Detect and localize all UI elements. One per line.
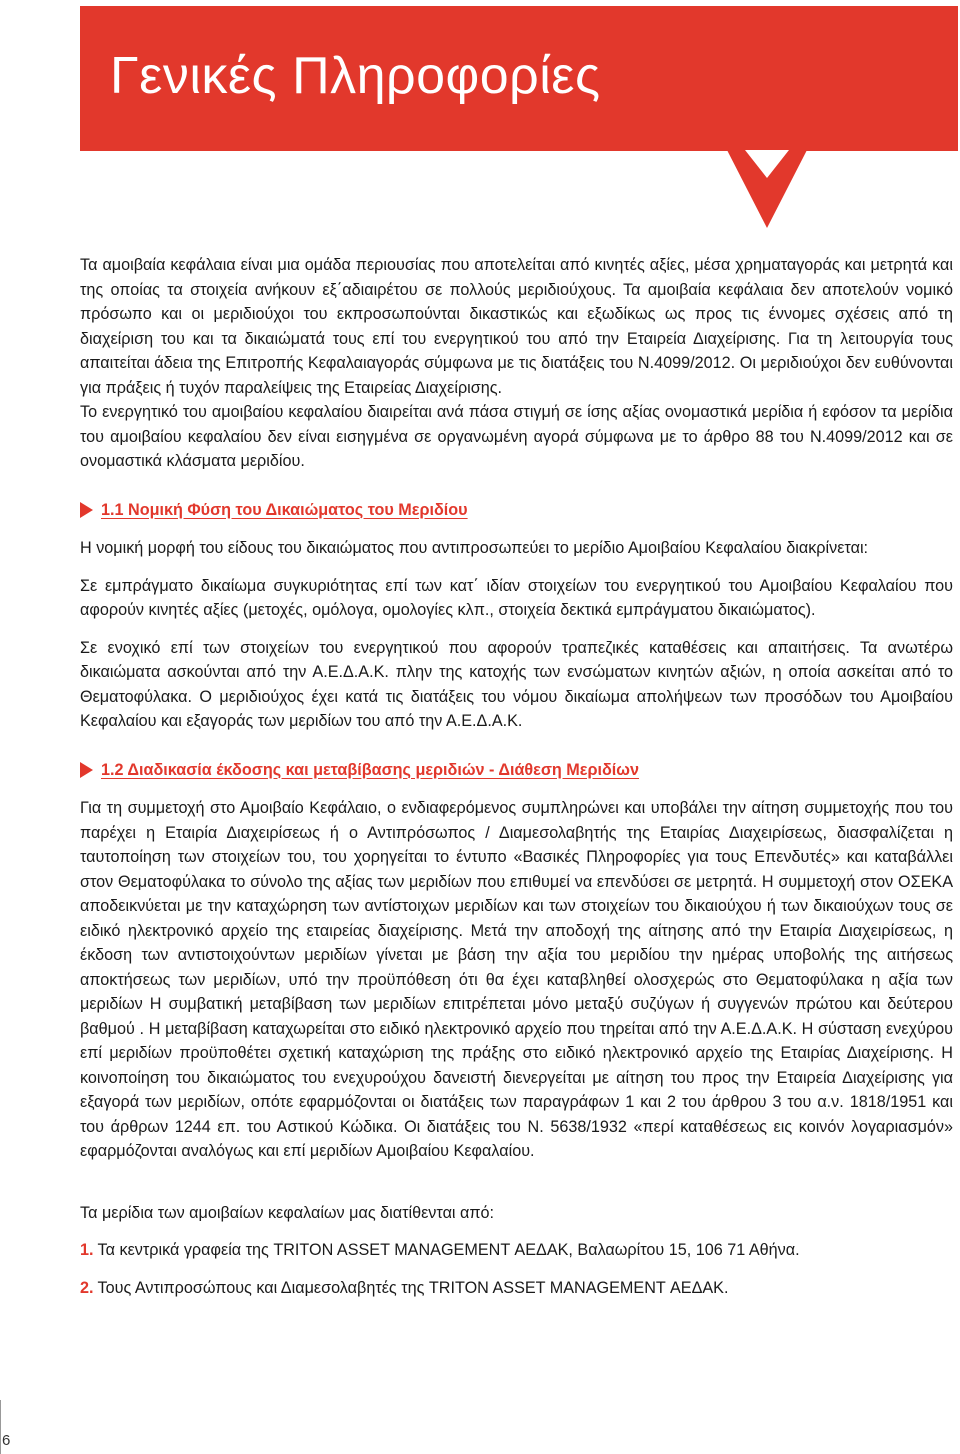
list-item-text: Τους Αντιπροσώπους και Διαμεσολαβητές της TRITON ASSET MANAGEMENT ΑΕΔΑΚ. [97,1278,729,1297]
section-2-paragraph-1: Για τη συμμετοχή στο Αμοιβαίο Κεφάλαιο, ο ενδιαφερόμενος συμπληρώνει και υποβάλει την αίτηση συμμετοχής που του παρέχει η Εταιρία Διαχειρίσεως ή ο Αντιπρόσωπος / Διαμεσολαβητής της Εταιρίας Διαχειρίσεως, διασφαλίζεται η ταυτοποίηση των στοιχείων του, του χορηγείται το έντυπο «Βασικές Πληροφορίες για τους Επενδυτές» και καταβάλλει στον Θεματοφύλακα το σύνολο της αξίας των μεριδίων που επιθυμεί να επενδύσει σε μετρητά. Η συμμετοχή στον ΟΣΕΚΑ αποδεικνύεται με την καταχώρηση των αντίστοιχων μεριδίων και των στοιχείων του δικαιούχου ή των δικαιούχων τους σε ειδικό ηλεκτρονικό αρχείο της εταιρείας διαχείρισης. Μετά την αποδοχή της αίτησης από την Εταιρία Διαχειρίσεως, η έκδοση των αντιστοιχούντων μεριδίων γίνεται με βάση την αξία του μεριδίου την ημέρας υποβολής της αιτήσεως αποκτήσεως των μεριδίων, υπό την προϋπόθεση ότι θα έχει καταβληθεί ολοσχερώς στο Θεματοφύλακα η αξία των μεριδίων Η συμβατική μεταβίβαση των μεριδίων επιτρέπεται μόνο μεταξύ συζύγων ή συγγενών πρώτου και δεύτερου βαθμού . Η μεταβίβαση καταχωρείται στο ειδικό ηλεκτρονικό αρχείο που τηρείται από την Α.Ε.Δ.Α.Κ. Η σύσταση ενεχύρου επί μεριδίων προϋποθέτει σχετική καταχώριση της πράξης στο ειδικό ηλεκτρονικό αρχείο της Εταιρίας Διαχείρισης. Η κοινοποίηση του δικαιώματος του ενεχυρούχου δανειστή διενεργείται με αίτηση του προς την Εταιρεία Διαχείρισης για εξαγορά των μεριδίων, οπότε εφαρμόζονται οι διατάξεις των παραγράφων 1 και 2 του άρθρου 3 του α.ν. 1818/1951 και του άρθρων 1244 επ. του Αστικού Κώδικα. Οι διατάξεις του Ν. 5638/1932 «περί καταθέσεως εις κοινόν λογαριασμόν» εφαρμόζονται αναλόγως και επί μεριδίων Αμοιβαίου Κεφαλαίου. [80,799,953,1160]
intro-paragraph-2: Το ενεργητικό του αμοιβαίου κεφαλαίου διαιρείται ανά πάσα στιγμή σε ίσης αξίας ονομαστικά μερίδια ή εφόσον τα μερίδια του αμοιβαίου κεφαλαίου δεν είναι εισηγμένα σε οργανωμένη αγορά σύμφωνα με το άρθρο 88 του Ν.4099/2012 και σε ονομαστικά κλάσματα μεριδίου. [80,403,953,470]
section-1-title: 1.1 Νομική Φύση του Δικαιώματος του Μεριδίου [101,500,468,519]
intro-paragraph-1: Τα αμοιβαία κεφάλαια είναι μια ομάδα περιουσίας που αποτελείται από κινητές αξίες, μέσα χρηματαγοράς και μετρητά και της οποίας τα στοιχεία ανήκουν εξ΄αδιαιρέτου σε πολλούς μεριδιούχους. Τα αμοιβαία κεφάλαια δεν αποτελούν νομικό πρόσωπο και οι μεριδιούχοι του εκπροσωπούνται δικαστικώς και εξωδίκως ως προς τις έννομες σχέσεις από τη διαχείριση του και τα δικαιώματά τους επί του ενεργητικού του από την Εταιρεία Διαχείρισης. Για τη λειτουργία τους απαιτείται άδεια της Επιτροπής Κεφαλαιαγοράς σύμφωνα με τις διατάξεις του Ν.4099/2012. Οι μεριδιούχοι δεν ευθύνονται για πράξεις ή τυχόν παραλείψεις της Εταιρείας Διαχείρισης. [80,256,953,397]
intro-section [80,253,953,474]
section-1-heading [80,498,953,523]
section-1-paragraph-2: Σε εμπράγματο δικαίωμα συγκυριότητας επί των κατ΄ ιδίαν στοιχείων του ενεργητικού του Αμοιβαίου Κεφαλαίου που αφορούν κινητές αξίες (μετοχές, ομόλογα, ομολογίες κλπ., στοιχεία δεκτικά εμπράγματου δικαιώματος). [80,576,953,619]
page-number: 6 [2,1432,11,1449]
section-2-heading [80,758,953,783]
title-banner [80,6,958,151]
section-2-title: 1.2 Διαδικασία έκδοσης και μεταβίβασης μεριδιών - Διάθεση Μεριδίων [101,760,639,779]
list-item-number: 2. [80,1278,94,1297]
section-1-paragraph-3: Σε ενοχικό επί των στοιχείων του ενεργητικού που αφορούν τραπεζικές καταθέσεις και απαιτήσεις. Τα ανωτέρω δικαιώματα ασκούνται από την Α.Ε.Δ.Α.Κ. πλην της κατοχής των ενσώματων κινητών αξιών, η οποία ασκείται από το Θεματοφύλακα. Ο μεριδιούχος έχει κατά τις διατάξεις του νόμου δικαίωμα απολήψεων των προσόδων του Αμοιβαίου Κεφαλαίου και εξαγοράς των μεριδίων του από την Α.Ε.Δ.Α.Κ. [80,638,953,730]
banner-chevron-graphic [727,150,807,230]
document-body [80,253,953,1300]
list-item [80,1276,953,1301]
page-title: Γενικές Πληροφορίες [110,47,601,105]
list-item-text: Τα κεντρικά γραφεία της TRITON ASSET MANAGEMENT ΑΕΔΑΚ, Βαλαωρίτου 15, 106 71 Αθήνα. [97,1241,800,1259]
page-edge-rule [0,1400,1,1454]
play-triangle-icon [80,502,93,518]
play-triangle-icon [80,762,93,778]
list-item-number: 1. [80,1241,94,1259]
section-1-paragraph-1: Η νομική μορφή του είδους του δικαιώματος που αντιπροσωπεύει το μερίδιο Αμοιβαίου Κεφαλαίου διακρίνεται: [80,539,869,557]
section-2-paragraph-2: Τα μερίδια των αμοιβαίων κεφαλαίων μας διατίθενται από: [80,1203,495,1222]
list-item [80,1238,953,1263]
